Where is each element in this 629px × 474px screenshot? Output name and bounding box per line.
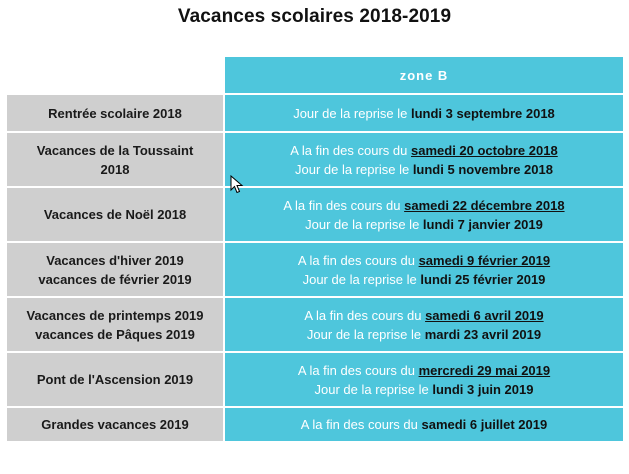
table-row: [7, 298, 623, 351]
period-label-line: Vacances d'hiver 2019: [46, 252, 184, 268]
zone-b-dates: [225, 243, 623, 296]
page-title: Vacances scolaires 2018-2019: [177, 6, 452, 27]
date-line-lead: A la fin des cours du: [297, 362, 415, 378]
date-line-lead: Jour de la reprise le: [295, 161, 410, 177]
period-label-line: vacances de Pâques 2019: [35, 326, 195, 342]
date-line-day: samedi 6 juillet 2019: [421, 417, 548, 432]
period-label: [7, 243, 223, 296]
table-row: [7, 95, 623, 131]
header-row: [7, 57, 623, 93]
period-label-line: Vacances de Noël 2018: [43, 207, 187, 222]
period-label-line: Grandes vacances 2019: [41, 417, 189, 432]
zone-b-dates: [225, 353, 623, 406]
date-line-day: lundi 3 septembre 2018: [411, 105, 555, 121]
date-line-lead: A la fin des cours du: [304, 307, 422, 323]
period-label: [7, 95, 223, 131]
date-line-lead: A la fin des cours du: [300, 417, 418, 432]
date-line-day: lundi 5 novembre 2018: [412, 161, 553, 177]
zone-header: zone B: [225, 57, 623, 93]
date-line-day: samedi 9 février 2019: [418, 252, 551, 268]
period-label-line: Vacances de printemps 2019: [26, 307, 204, 323]
date-line-lead: Jour de la reprise le: [302, 271, 417, 287]
zone-b-dates: [225, 95, 623, 131]
date-line-day: samedi 6 avril 2019: [425, 307, 544, 323]
table-row: [7, 243, 623, 296]
header-blank-cell: [7, 57, 223, 93]
holidays-table: [5, 55, 625, 443]
period-label-line: Vacances de la Toussaint: [36, 142, 194, 158]
period-label: [7, 188, 223, 241]
period-label-line: 2018: [100, 161, 130, 177]
period-label: [7, 353, 223, 406]
date-line-lead: Jour de la reprise le: [293, 105, 408, 121]
zone-b-dates: [225, 298, 623, 351]
date-line: [225, 325, 623, 344]
date-line: [225, 306, 623, 325]
mouse-pointer-icon: [230, 175, 244, 195]
table-row: [7, 133, 623, 186]
date-line-day: lundi 3 juin 2019: [432, 381, 534, 397]
zone-b-dates: [225, 408, 623, 441]
date-line-lead: Jour de la reprise le: [306, 326, 422, 342]
date-line: [225, 160, 623, 179]
period-label: [7, 298, 223, 351]
date-line-lead: Jour de la reprise le: [314, 381, 429, 397]
period-label: [7, 408, 223, 441]
zone-b-dates: [225, 133, 623, 186]
period-label-line: Pont de l'Ascension 2019: [36, 372, 194, 387]
table-row: [7, 353, 623, 406]
date-line: [225, 215, 623, 234]
period-label-line: vacances de février 2019: [38, 271, 192, 287]
date-line-lead: A la fin des cours du: [290, 142, 408, 158]
date-line: [225, 251, 623, 270]
date-line-day: mardi 23 avril 2019: [424, 326, 542, 342]
date-line-day: mercredi 29 mai 2019: [418, 362, 551, 378]
date-line: [225, 196, 623, 215]
date-line: [225, 141, 623, 160]
date-line-lead: Jour de la reprise le: [305, 216, 420, 232]
date-line-day: samedi 22 décembre 2018: [404, 197, 565, 213]
period-label-line: Rentrée scolaire 2018: [48, 105, 182, 121]
table-row: [7, 188, 623, 241]
holidays-table-body: [7, 57, 623, 441]
date-line: [225, 104, 623, 123]
date-line-lead: A la fin des cours du: [297, 252, 415, 268]
date-line: [225, 380, 623, 399]
date-line: [225, 361, 623, 380]
period-label: [7, 133, 223, 186]
date-line-lead: A la fin des cours du: [283, 197, 401, 213]
date-line-day: lundi 25 février 2019: [420, 271, 546, 287]
table-row: [7, 408, 623, 441]
zone-b-dates: [225, 188, 623, 241]
date-line: [225, 270, 623, 289]
date-line-day: samedi 20 octobre 2018: [411, 142, 558, 158]
date-line-day: lundi 7 janvier 2019: [422, 216, 543, 232]
date-line: [225, 415, 623, 434]
